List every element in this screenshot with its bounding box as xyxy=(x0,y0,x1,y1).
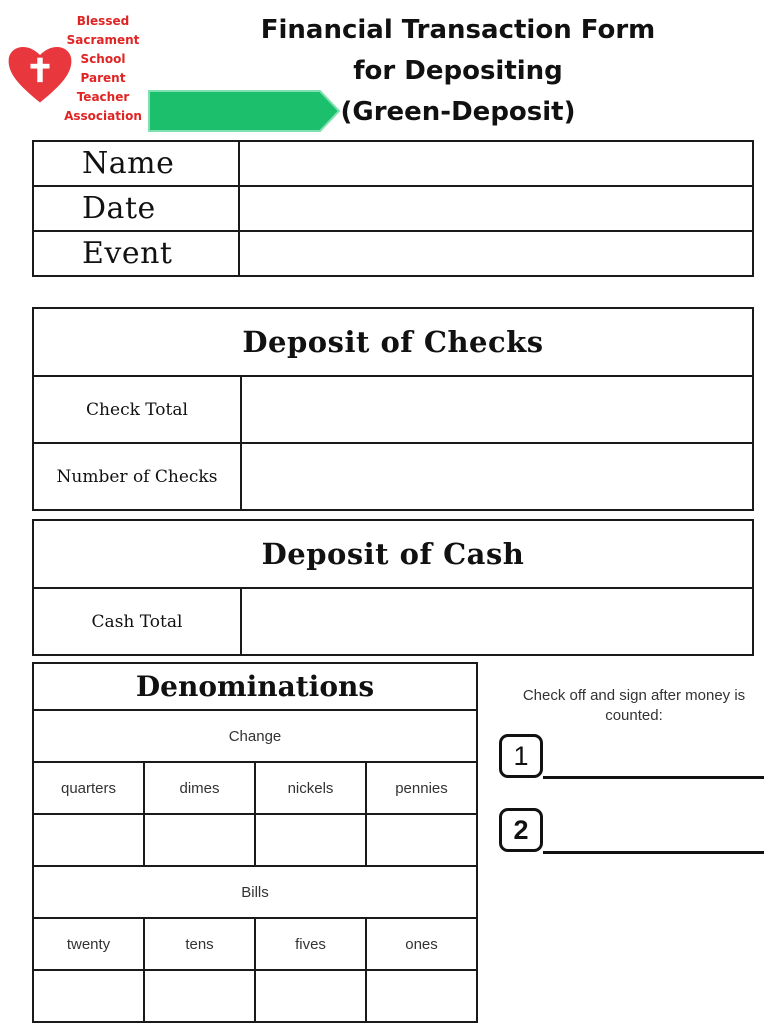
pennies-header: pennies xyxy=(366,762,477,814)
checks-section xyxy=(32,307,754,511)
name-field[interactable] xyxy=(239,141,753,186)
step-2-number: 2 xyxy=(513,814,529,845)
check-total-label: Check Total xyxy=(33,376,241,443)
check-total-field[interactable] xyxy=(241,376,753,443)
page-title xyxy=(258,10,658,133)
step-2-checkbox[interactable] xyxy=(499,808,543,852)
tens-header: tens xyxy=(144,918,255,970)
date-label: Date xyxy=(33,186,239,231)
change-label: Change xyxy=(33,710,477,762)
fives-header: fives xyxy=(255,918,366,970)
organization-name xyxy=(62,12,144,126)
title-line: (Green-Deposit) xyxy=(340,97,576,127)
dimes-field[interactable] xyxy=(144,814,255,866)
info-row-name xyxy=(33,141,753,186)
fives-field[interactable] xyxy=(255,970,366,1022)
step-1-checkbox[interactable] xyxy=(499,734,543,778)
number-of-checks-field[interactable] xyxy=(241,443,753,510)
name-label: Name xyxy=(33,141,239,186)
number-of-checks-label: Number of Checks xyxy=(33,443,241,510)
step-2-signature-line[interactable] xyxy=(543,851,764,854)
event-label: Event xyxy=(33,231,239,276)
org-line: Sacrament xyxy=(66,33,140,47)
signoff-instruction: Check off and sign after money is counted: xyxy=(522,687,746,724)
nickels-field[interactable] xyxy=(255,814,366,866)
info-table xyxy=(32,140,754,277)
cash-heading: Deposit of Cash xyxy=(33,520,753,588)
twenty-field[interactable] xyxy=(33,970,144,1022)
quarters-header: quarters xyxy=(33,762,144,814)
org-line: Teacher xyxy=(76,90,130,104)
step-1-signature-line[interactable] xyxy=(543,776,764,779)
ones-field[interactable] xyxy=(366,970,477,1022)
pennies-field[interactable] xyxy=(366,814,477,866)
ones-header: ones xyxy=(366,918,477,970)
title-line: for Depositing xyxy=(353,56,563,86)
denominations-heading: Denominations xyxy=(33,663,477,710)
tens-field[interactable] xyxy=(144,970,255,1022)
org-line: School xyxy=(80,52,126,66)
cash-total-label: Cash Total xyxy=(33,588,241,655)
denominations-table xyxy=(32,662,478,1023)
info-row-event xyxy=(33,231,753,276)
event-field[interactable] xyxy=(239,231,753,276)
date-field[interactable] xyxy=(239,186,753,231)
org-line: Parent xyxy=(80,71,126,85)
step-1-number: 1 xyxy=(513,740,529,771)
nickels-header: nickels xyxy=(255,762,366,814)
title-line: Financial Transaction Form xyxy=(260,15,656,45)
twenty-header: twenty xyxy=(33,918,144,970)
dimes-header: dimes xyxy=(144,762,255,814)
info-row-date xyxy=(33,186,753,231)
cash-total-field[interactable] xyxy=(241,588,753,655)
org-line: Association xyxy=(64,109,142,123)
quarters-field[interactable] xyxy=(33,814,144,866)
org-line: Blessed xyxy=(76,14,130,28)
bills-label: Bills xyxy=(33,866,477,918)
cash-section xyxy=(32,519,754,656)
checks-heading: Deposit of Checks xyxy=(33,308,753,376)
